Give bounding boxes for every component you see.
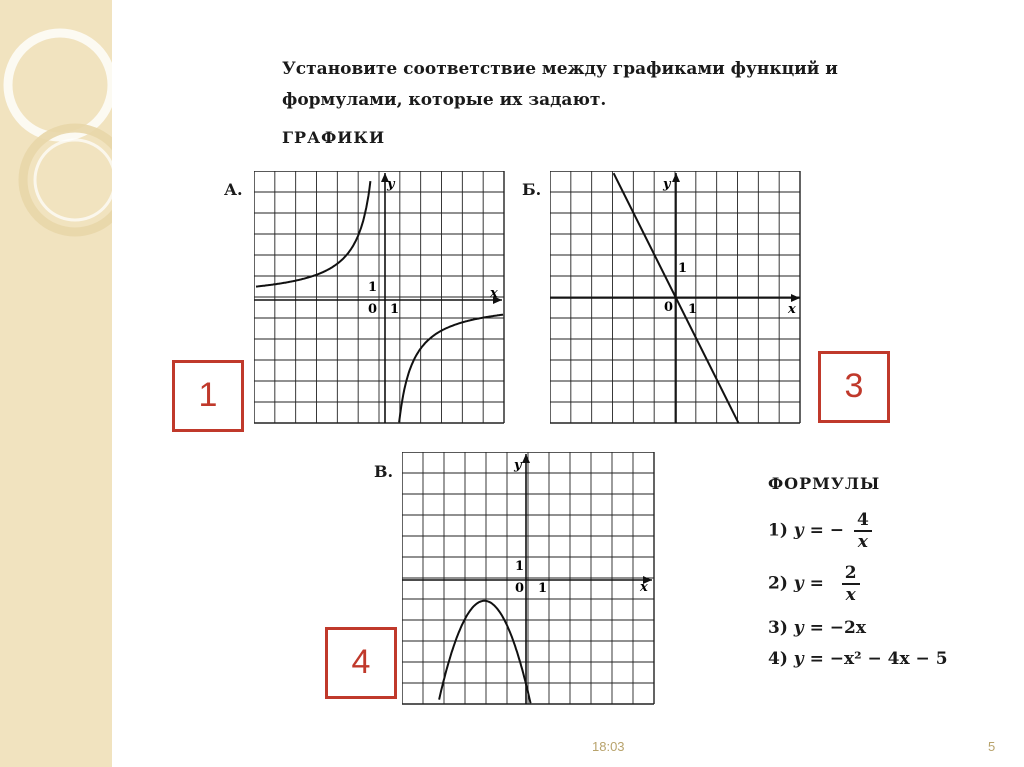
graph-b-label: Б. [522, 180, 542, 199]
formula-2-fraction [842, 563, 860, 605]
task-line-1: Установите соответствие между графиками функций и [282, 59, 838, 79]
formula-2 [768, 563, 860, 605]
answer-box-graph-v: 4 [325, 627, 397, 699]
answer-box-graph-a: 1 [172, 360, 244, 432]
graph-a-tick-x-1: 1 [390, 302, 400, 317]
formula-1-eq: = − [809, 520, 845, 541]
graph-v-tick-x-1: 1 [538, 581, 548, 596]
footer-page-number: 5 [988, 739, 996, 754]
graph-v-y-label: y [514, 458, 522, 473]
formula-2-lhs: y [793, 573, 804, 594]
graph-b [550, 171, 802, 425]
graph-a-tick-y-1: 1 [368, 280, 378, 295]
formula-2-eq: = [809, 573, 824, 594]
formula-3-lhs: y [793, 618, 804, 638]
formula-2-index: 2) [768, 573, 788, 594]
graph-v-tick-y-1: 1 [515, 559, 525, 574]
graph-a-y-label: y [387, 177, 395, 192]
task-statement [282, 54, 842, 116]
graph-a [254, 171, 506, 425]
graph-b-tick-0: 0 [664, 300, 674, 315]
graph-v-y-arrow [522, 454, 530, 463]
graph-b-tick-y-1: 1 [678, 261, 688, 276]
answer-box-graph-b: 3 [818, 351, 890, 423]
formula-4 [768, 649, 948, 669]
graph-b-tick-x-1: 1 [688, 302, 698, 317]
formula-4-index: 4) [768, 649, 788, 669]
formula-3-index: 3) [768, 618, 788, 638]
graph-b-y-label: y [663, 177, 671, 192]
decorative-rings [0, 0, 112, 767]
graph-v-tick-0: 0 [515, 581, 525, 596]
formula-1-numerator: 4 [854, 510, 872, 532]
graph-a-curve-right [399, 315, 503, 423]
formulas-heading: ФОРМУЛЫ [768, 474, 881, 493]
graph-a-grid [254, 171, 504, 423]
formula-2-numerator: 2 [842, 563, 860, 585]
graph-b-x-arrow [791, 294, 800, 302]
decorative-side-band [0, 0, 112, 767]
formula-1-fraction [854, 510, 872, 552]
graph-b-y-arrow [672, 173, 680, 182]
graph-v-parabola [439, 601, 530, 704]
graph-b-x-label: x [788, 302, 796, 317]
graph-v [402, 452, 656, 706]
graphs-heading: ГРАФИКИ [282, 128, 386, 147]
formula-1-lhs: y [793, 520, 804, 541]
graph-v-grid [402, 452, 654, 704]
formula-4-lhs: y [793, 649, 804, 669]
footer-time: 18:03 [592, 739, 625, 754]
formula-1-index: 1) [768, 520, 788, 541]
graph-a-tick-0: 0 [368, 302, 378, 317]
formula-1-denominator: x [857, 532, 868, 552]
graph-a-x-label: x [490, 286, 498, 301]
formula-4-eq: = −x² − 4x − 5 [809, 649, 948, 669]
formula-3-eq: = −2x [809, 618, 866, 638]
graph-a-label: А. [224, 180, 243, 199]
formula-3 [768, 618, 866, 638]
formula-2-denominator: x [845, 585, 856, 605]
task-line-2: формулами, которые их задают. [282, 90, 607, 110]
formula-1 [768, 510, 872, 552]
graph-v-x-label: x [640, 580, 648, 595]
graph-v-label: В. [374, 462, 394, 481]
